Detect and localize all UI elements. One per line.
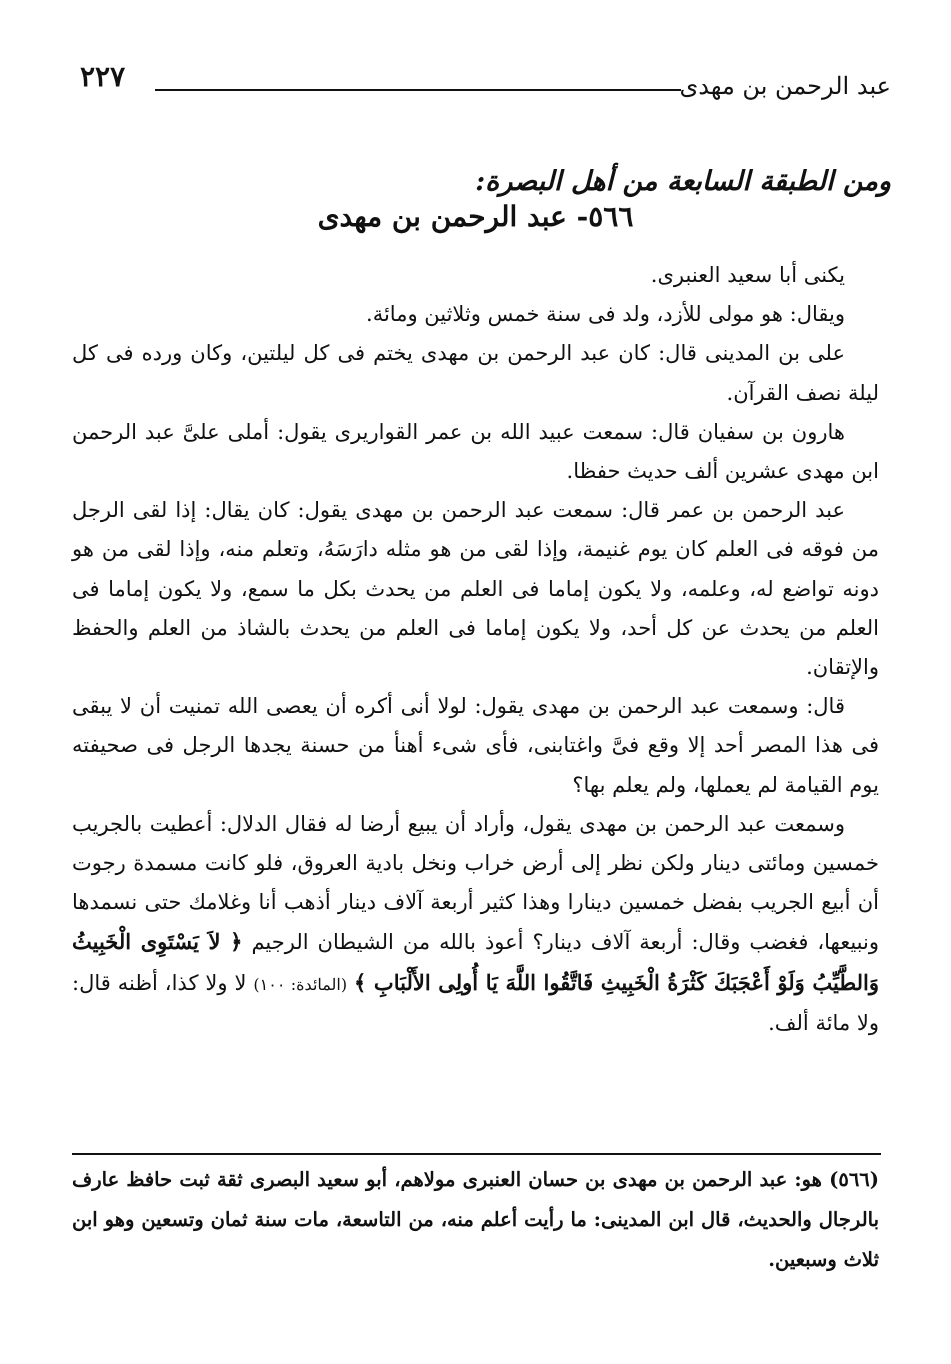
footnotes [72, 1160, 879, 1280]
paragraph: هارون بن سفيان قال: سمعت عبيد الله بن عمر القواريرى يقول: أملى علىَّ عبد الرحمن ابن مهدى عشرين ألف حديث حفظا. [72, 419, 879, 484]
header-rule [155, 89, 681, 91]
page-header [80, 58, 891, 98]
paragraph-with-verse [72, 805, 879, 1043]
paragraph: يكنى أبا سعيد العنبرى. [650, 263, 845, 287]
paragraph: قال: وسمعت عبد الرحمن بن مهدى يقول: لولا أنى أكره أن يعصى الله تمنيت أن لا يبقى فى هذا المصر أحد إلا وقع فىَّ واغتابنى، فأى شىء أهنأ من حسنة يجدها الرجل فى صحيفته يوم القيامة لم يعملها، ولم يعلم بها؟ [72, 694, 879, 797]
footnote: (٥٦٦) هو: عبد الرحمن بن مهدى بن حسان العنبرى مولاهم، أبو سعيد البصرى ثقة ثبت حافظ عارف بالرجال والحديث، قال ابن المدينى: ما رأيت أعلم منه، من التاسعة، مات سنة ثمان وتسعين وهو ابن ثلاث وسبعين. [72, 1168, 879, 1271]
footnote-rule [72, 1153, 881, 1155]
verse-reference: (المائدة: ١٠٠) [253, 974, 348, 994]
paragraph: ويقال: هو مولى للأزد، ولد فى سنة خمس وثلاثين ومائة. [366, 302, 845, 327]
running-title: عبد الرحمن بن مهدى [679, 72, 891, 100]
entry-heading: ٥٦٦- عبد الرحمن بن مهدى [317, 200, 634, 233]
quran-verse: ﴿ لاَ يَسْتَوِى الْخَبِيثُ وَالطَّيِّبُ وَلَوْ أَعْجَبَكَ كَثْرَةُ الْخَبِيثِ فَاتَّقُوا اللَّهَ يَا أُولِى الأَلْبَابِ ﴾ [72, 929, 879, 995]
paragraph-tail: لا ولا كذا، أظنه قال: ولا مائة ألف. [72, 970, 879, 1035]
paragraph: عبد الرحمن بن عمر قال: سمعت عبد الرحمن بن مهدى يقول: كان يقال: إذا لقى الرجل من فوقه فى العلم كان يوم غنيمة، وإذا لقى من هو مثله دارَسَهُ، وتعلم منه، وإذا لقى من هو دونه تواضع له، وعلمه، ولا يكون إماما فى العلم من يحدث بكل ما سمع، ولا يكون إماما فى العلم من يحدث عن كل أحد، ولا يكون إماما فى العلم من يحدث بالشاذ من العلم والحفظ والإتقان. [72, 498, 879, 680]
body-text [72, 256, 879, 1043]
paragraph: على بن المدينى قال: كان عبد الرحمن بن مهدى يختم فى كل ليلتين، وكان ورده فى كل ليلة نصف القرآن. [72, 341, 879, 405]
page-number: ٢٢٧ [80, 60, 126, 93]
paragraph-text: وسمعت عبد الرحمن بن مهدى يقول، وأراد أن يبيع أرضا له فقال الدلال: أعطيت بالجريب خمسين ومائتى دينار ولكن نظر إلى أرض خراب ونخل بادية العروق، فلو كانت مسمدة رجوت أن أبيع الجريب بفضل خمسين دينارا وهذا كثير أربعة آلاف دينار أذهب أنا وغلامك حتى نسمدها ونبيعها، فغضب وقال: أربعة آلاف دينار؟ أعوذ بالله من الشيطان الرجيم [72, 811, 879, 955]
section-heading: ومن الطبقة السابعة من أهل البصرة: [475, 166, 891, 197]
